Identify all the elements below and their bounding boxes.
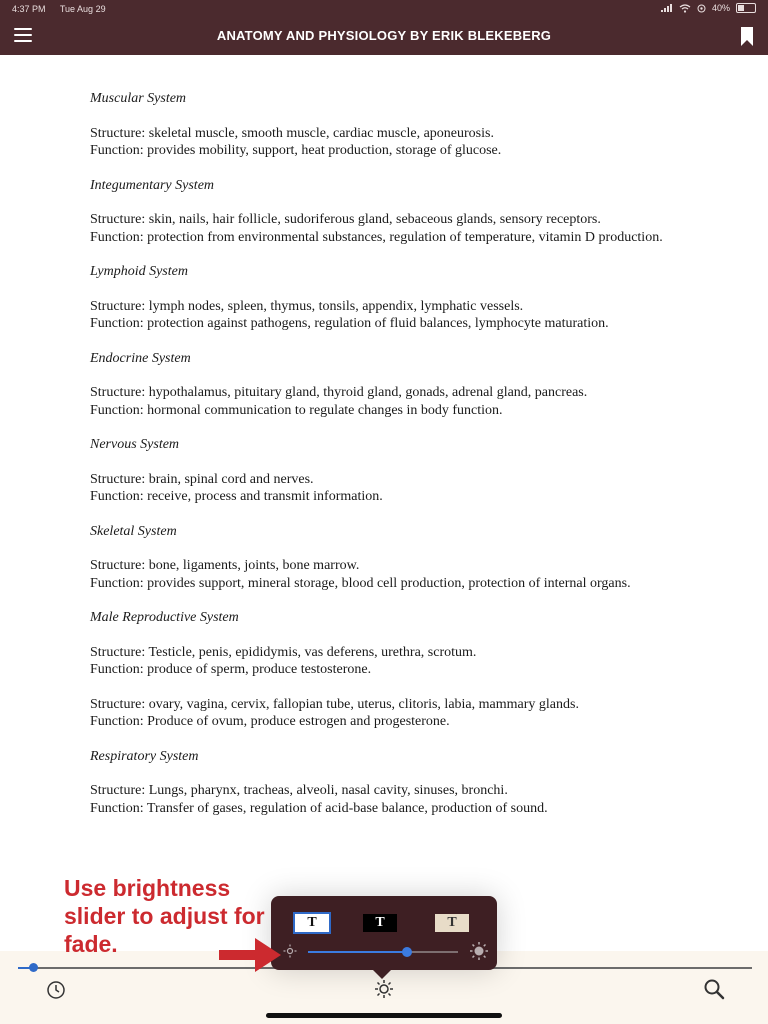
section-title: Lymphoid System bbox=[90, 264, 188, 279]
theme-sepia-button[interactable]: T bbox=[435, 914, 469, 932]
section-title: Male Reproductive System bbox=[90, 610, 239, 625]
function-line: Function: receive, process and transmit information. bbox=[90, 489, 383, 504]
battery-icon bbox=[736, 3, 756, 13]
section-title: Respiratory System bbox=[90, 748, 199, 764]
paragraph bbox=[90, 471, 730, 506]
section-title: Integumentary System bbox=[90, 177, 215, 193]
brightness-popover bbox=[271, 896, 497, 970]
section bbox=[90, 609, 730, 731]
section bbox=[90, 177, 730, 247]
orientation-lock-icon bbox=[697, 4, 706, 13]
paragraph bbox=[90, 557, 730, 592]
theme-white-button[interactable]: T bbox=[293, 912, 331, 934]
annotation-arrow-icon bbox=[219, 938, 281, 972]
signal-icon bbox=[661, 4, 673, 12]
section bbox=[90, 90, 730, 160]
structure-line: Structure: skeletal muscle, smooth muscle, cardiac muscle, aponeurosis. bbox=[90, 125, 494, 141]
reading-progress-handle[interactable] bbox=[29, 963, 38, 972]
section bbox=[90, 748, 730, 818]
brightness-low-icon bbox=[283, 944, 297, 958]
status-bar bbox=[0, 0, 768, 18]
section bbox=[90, 523, 730, 593]
bookmark-icon[interactable] bbox=[740, 27, 754, 46]
function-line: Function: protection from environmental substances, regulation of temperature, vitamin D production. bbox=[90, 229, 663, 245]
structure-line: Structure: ovary, vagina, cervix, fallopian tube, uterus, clitoris, labia, mammary glands. bbox=[90, 696, 579, 712]
section-title: Skeletal System bbox=[90, 523, 177, 539]
book-title: ANATOMY AND PHYSIOLOGY BY ERIK BLEKEBERG bbox=[216, 28, 552, 43]
function-line: Function: produce of sperm, produce testosterone. bbox=[90, 662, 372, 677]
search-icon[interactable] bbox=[703, 978, 725, 1000]
function-line: Function: provides support, mineral storage, blood cell production, protection of internal organs. bbox=[90, 575, 631, 591]
function-line: Function: hormonal communication to regulate changes in body function. bbox=[90, 402, 503, 418]
function-line: Function: Produce of ovum, produce estrogen and progesterone. bbox=[90, 714, 450, 729]
brightness-high-icon bbox=[470, 942, 488, 960]
paragraph bbox=[90, 782, 730, 817]
status-time: 4:37 PM bbox=[12, 4, 46, 14]
brightness-icon[interactable] bbox=[374, 979, 394, 999]
paragraph bbox=[90, 125, 730, 160]
home-indicator[interactable] bbox=[266, 1013, 502, 1018]
section-title: Nervous System bbox=[90, 437, 180, 452]
book-page bbox=[90, 90, 730, 834]
function-line: Function: provides mobility, support, heat production, storage of glucose. bbox=[90, 143, 502, 158]
theme-black-button[interactable]: T bbox=[363, 914, 397, 932]
structure-line: Structure: Testicle, penis, epididymis, vas deferens, urethra, scrotum. bbox=[90, 644, 477, 660]
structure-line: Structure: skin, nails, hair follicle, sudoriferous gland, sebaceous glands, sensory receptors. bbox=[90, 212, 601, 227]
section-title: Endocrine System bbox=[90, 350, 191, 366]
paragraph bbox=[90, 298, 730, 333]
structure-line: Structure: bone, ligaments, joints, bone marrow. bbox=[90, 558, 360, 573]
structure-line: Structure: brain, spinal cord and nerves. bbox=[90, 471, 314, 487]
history-icon[interactable] bbox=[46, 980, 66, 1000]
brightness-slider-handle[interactable] bbox=[402, 947, 412, 957]
paragraph bbox=[90, 696, 730, 731]
section-title: Muscular System bbox=[90, 91, 187, 106]
function-line: Function: protection against pathogens, regulation of fluid balances, lymphocyte maturation. bbox=[90, 316, 609, 331]
paragraph bbox=[90, 644, 730, 679]
section bbox=[90, 263, 730, 333]
section bbox=[90, 436, 730, 506]
structure-line: Structure: Lungs, pharynx, tracheas, alveoli, nasal cavity, sinuses, bronchi. bbox=[90, 783, 508, 798]
top-bar bbox=[0, 0, 768, 55]
annotation-text: Use brightness slider to adjust for fade. bbox=[64, 875, 265, 957]
paragraph bbox=[90, 211, 730, 246]
status-date: Tue Aug 29 bbox=[59, 4, 106, 14]
battery-percent: 40% bbox=[711, 3, 730, 13]
wifi-icon bbox=[679, 4, 691, 13]
function-line: Function: Transfer of gases, regulation of acid-base balance, production of sound. bbox=[90, 800, 548, 816]
brightness-slider-fill bbox=[308, 951, 407, 953]
section bbox=[90, 350, 730, 420]
structure-line: Structure: hypothalamus, pituitary gland, thyroid gland, gonads, adrenal gland, pancreas. bbox=[90, 385, 588, 400]
structure-line: Structure: lymph nodes, spleen, thymus, tonsils, appendix, lymphatic vessels. bbox=[90, 298, 524, 314]
paragraph bbox=[90, 384, 730, 419]
